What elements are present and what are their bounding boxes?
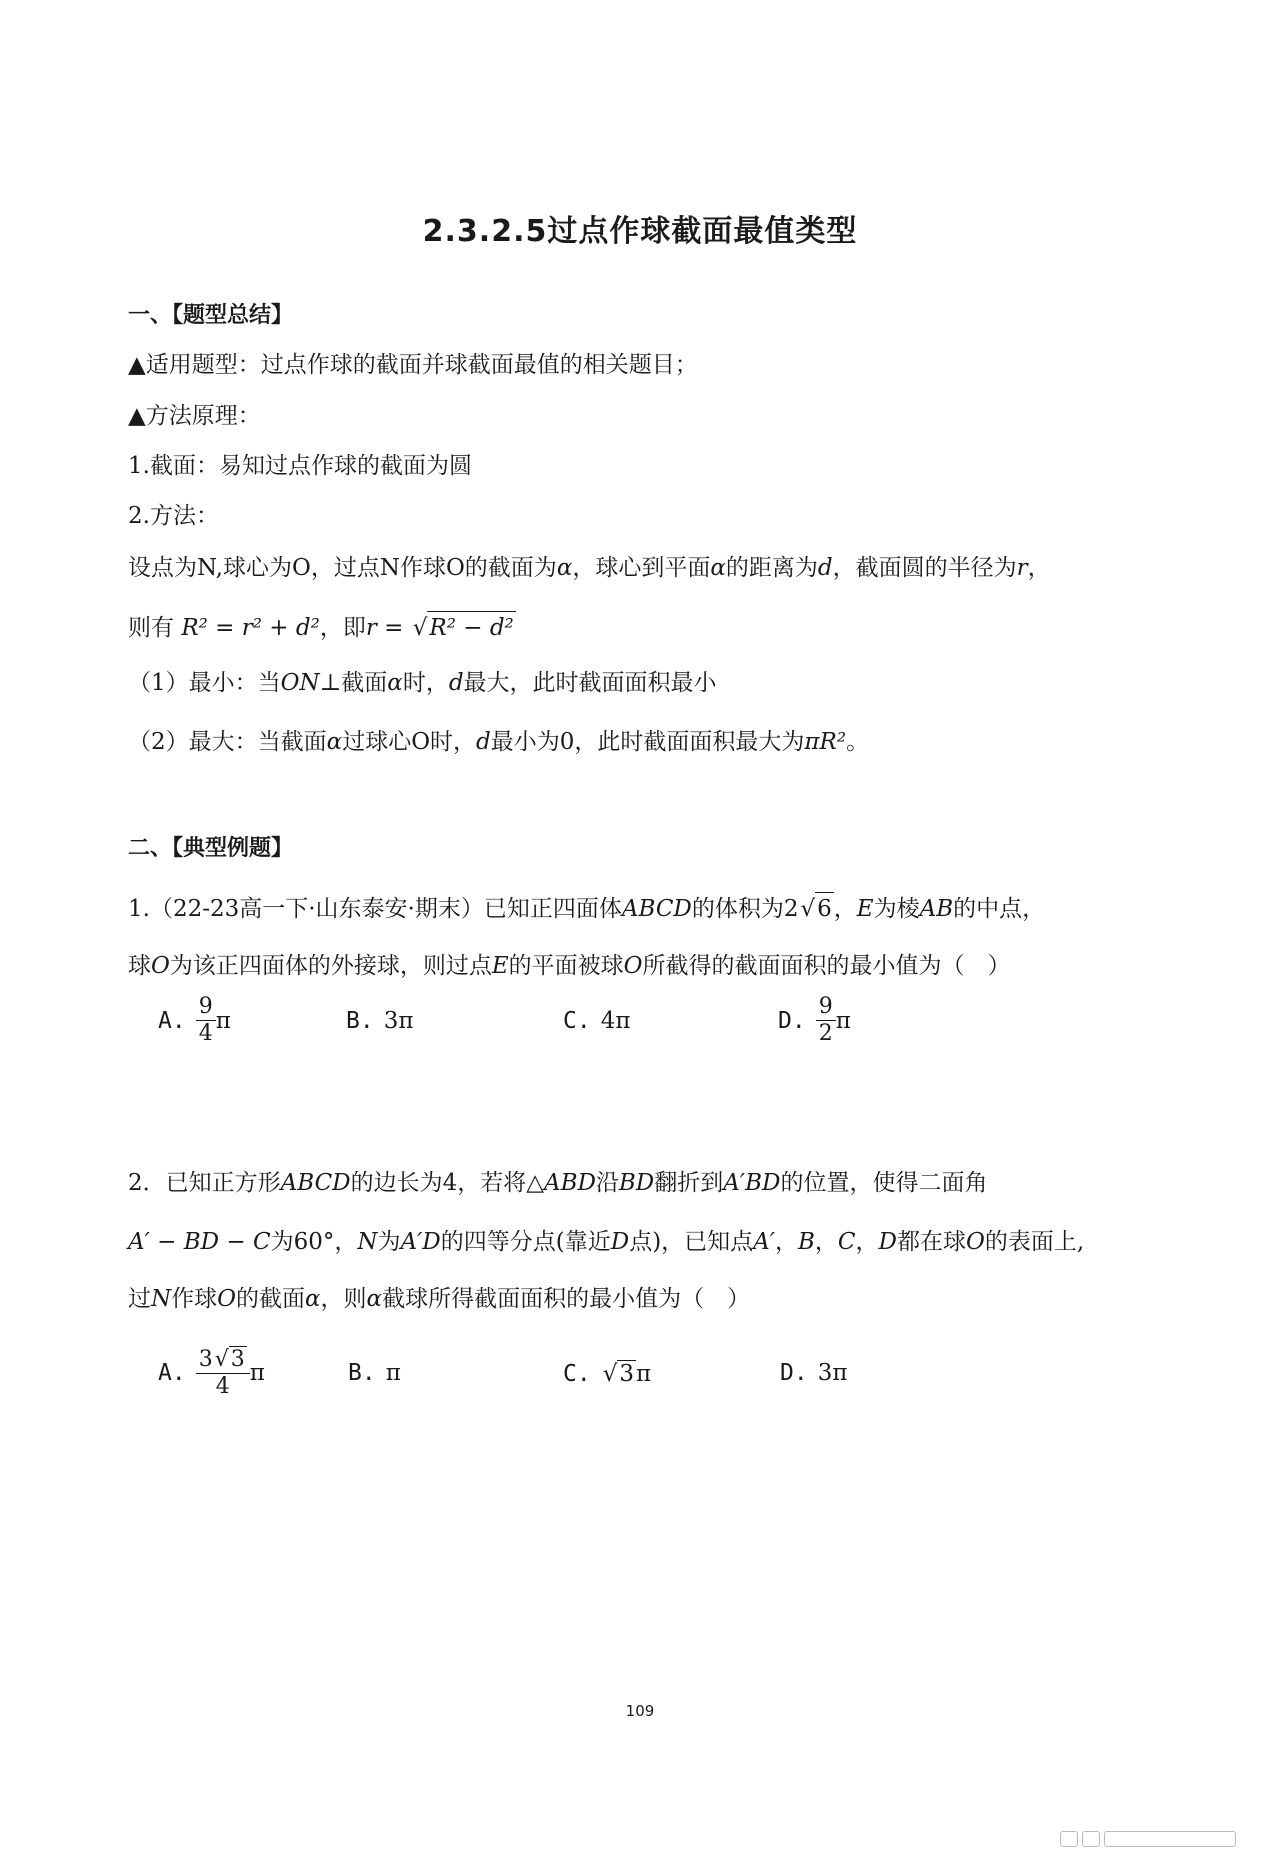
q1-text: 1.（22-23高一下·山东泰安·期末）已知正四面体 <box>128 896 622 922</box>
formula-R2: R² <box>181 615 208 641</box>
q2-text: ， <box>814 1229 838 1255</box>
choice-letter: C. <box>563 1008 591 1034</box>
numerator: 3√3 <box>196 1346 250 1374</box>
numerator-radicand: 3 <box>230 1347 245 1372</box>
alpha-symbol: α <box>326 729 343 755</box>
volume-coefficient: 2 <box>783 896 799 922</box>
sqrt-expression: √R² − d² <box>413 611 516 644</box>
item-cross-section: 1.截面：易知过点作球的截面为圆 <box>128 453 472 479</box>
choice-letter: B. <box>346 1008 374 1034</box>
pi-R2: πR² <box>804 729 847 755</box>
q2-text: ， <box>855 1229 879 1255</box>
point-E: E <box>491 953 509 979</box>
q1-text: 的中点， <box>953 896 1046 922</box>
radius-symbol: r <box>1016 555 1028 581</box>
q2-choice-a[interactable] <box>158 1346 265 1400</box>
sphere-O: O <box>217 1286 236 1312</box>
distance-symbol: d <box>476 729 491 755</box>
q2-text: 过 <box>128 1286 151 1312</box>
q2-text: 的表面上, <box>984 1229 1085 1255</box>
pi-symbol: π <box>215 1007 231 1034</box>
sphere-O: O <box>965 1229 985 1255</box>
segment-ApD: A′D <box>400 1229 441 1255</box>
fraction <box>196 994 216 1047</box>
alpha-symbol: α <box>366 1286 383 1312</box>
choice-letter: A. <box>158 1360 186 1386</box>
q1-choice-b[interactable] <box>346 1008 413 1034</box>
denominator: 4 <box>198 1021 213 1046</box>
min-text-b: 截面 <box>341 670 388 696</box>
alpha-symbol: α <box>710 555 726 581</box>
q2-line2 <box>128 1226 1084 1258</box>
setup-text-b: ，球心到平面 <box>572 555 711 581</box>
choice-letter: A. <box>158 1007 186 1034</box>
numerator-coefficient: 3 <box>198 1347 213 1372</box>
q2-choice-b[interactable] <box>348 1360 401 1386</box>
q2-choice-d[interactable] <box>780 1360 847 1386</box>
triangle-ABD: ABD <box>543 1170 596 1196</box>
q1-text: 所截得的截面面积的最小值为（ ） <box>642 953 1011 979</box>
setup-text-c: 的距离为 <box>725 555 818 581</box>
q1-text: 的平面被球 <box>508 953 624 979</box>
q2-text: ，则 <box>320 1286 367 1312</box>
choice-letter: D. <box>780 1360 808 1386</box>
q2-text: 2．已知正方形 <box>128 1170 281 1196</box>
q1-line2 <box>128 950 1011 982</box>
perp-symbol: ⊥ <box>319 670 342 696</box>
numerator: 9 <box>816 994 836 1021</box>
q2-text: 截球所得截面面积的最小值为（ ） <box>382 1286 751 1312</box>
choice-letter: B. <box>348 1360 376 1386</box>
item-method: 2.方法： <box>128 503 219 529</box>
point-N: N <box>357 1229 378 1255</box>
min-text-a: （1）最小：当 <box>128 670 281 696</box>
max-text-b: 过球心O时， <box>342 729 477 755</box>
q1-text: ， <box>833 896 857 922</box>
plus-sign: + <box>261 615 296 641</box>
q2-text: 的截面 <box>235 1286 305 1312</box>
q2-text: 为60°， <box>270 1229 358 1255</box>
radius-symbol: r <box>365 615 377 641</box>
formula-d2: d² <box>295 615 320 641</box>
choice-radicand: 3 <box>619 1361 634 1387</box>
point-Ap: A′ <box>753 1229 776 1255</box>
setup-line: 设点为N,球心为O，过点N作球O的截面为α，球心到平面α的距离为d，截面圆的半径为r， <box>128 555 1051 581</box>
formula-text-a: 则有 <box>128 615 174 641</box>
q1-text: 球 <box>128 953 151 979</box>
section2-heading: 二、【典型例题】 <box>128 836 294 861</box>
setup-text-d: ，截面圆的半径为 <box>832 555 1017 581</box>
q2-line3 <box>128 1283 750 1315</box>
q2-text: 的边长为4，若将△ <box>350 1170 544 1196</box>
alpha-symbol: α <box>556 555 573 581</box>
q2-text: 点)，已知点 <box>629 1229 754 1255</box>
denominator: 4 <box>215 1374 230 1399</box>
minimum-case <box>128 667 717 699</box>
q2-text: 的位置，使得二面角 <box>780 1170 988 1196</box>
q2-text: 都在球 <box>896 1229 966 1255</box>
q1-choice-c[interactable] <box>563 1008 630 1034</box>
point-N: N <box>151 1286 172 1312</box>
q1-text: 的体积为 <box>691 896 784 922</box>
pi-symbol: π <box>835 1007 851 1034</box>
q2-text: 沿 <box>595 1170 619 1196</box>
numerator: 9 <box>196 994 216 1021</box>
fraction <box>816 994 836 1047</box>
point-D: D <box>610 1229 630 1255</box>
square-ABCD: ABCD <box>280 1170 351 1196</box>
denominator: 2 <box>818 1021 833 1046</box>
alpha-symbol: α <box>387 670 403 696</box>
min-text-d: 最大，此时截面面积最小 <box>463 670 717 696</box>
max-text-c: 最小为0，此时截面面积最大为 <box>490 729 805 755</box>
q2-text: 作球 <box>171 1286 218 1312</box>
triangle-ApBD: A′BD <box>723 1170 781 1196</box>
q1-choice-a[interactable] <box>158 994 231 1047</box>
page-number: 109 <box>625 1702 655 1720</box>
pi-symbol: π <box>249 1360 265 1386</box>
point-D: D <box>878 1229 897 1255</box>
min-text-c: 时， <box>402 670 449 696</box>
q2-line1 <box>128 1167 987 1199</box>
tetra-ABCD: ABCD <box>621 896 692 922</box>
section1-heading: 一、【题型总结】 <box>128 303 294 328</box>
q2-text: 翻折到 <box>654 1170 724 1196</box>
pi-symbol: π <box>636 1360 652 1387</box>
method-principle-label: ▲方法原理： <box>128 403 261 429</box>
equals-sign: = <box>207 615 242 641</box>
segment-BD: BD <box>618 1170 655 1196</box>
distance-symbol: d <box>448 670 464 696</box>
volume-sqrt: √6 <box>801 892 834 925</box>
choice-letter: D. <box>778 1007 806 1034</box>
choice-value: π <box>385 1360 401 1386</box>
max-text-a: （2）最大：当截面 <box>128 729 327 755</box>
q2-text: 的四等分点(靠近 <box>440 1229 611 1255</box>
choice-sqrt: √3 <box>602 1361 634 1387</box>
max-text-d: 。 <box>846 729 870 755</box>
q1-line1 <box>128 892 1045 925</box>
point-B: B <box>798 1229 815 1255</box>
dihedral-angle: A′ − BD − C <box>128 1229 271 1255</box>
alpha-symbol: α <box>304 1286 321 1312</box>
page-title: 2.3.2.5过点作球截面最值类型 <box>422 214 858 249</box>
q2-text: 为 <box>377 1229 401 1255</box>
choice-value: 3π <box>383 1008 414 1034</box>
q2-choice-c[interactable] <box>563 1360 651 1387</box>
setup-text-a: 设点为N,球心为O，过点N作球O的截面为 <box>128 555 557 581</box>
sphere-O: O <box>151 953 170 979</box>
choice-letter: C. <box>563 1360 591 1387</box>
sqrt-argument: R² − d² <box>427 611 515 644</box>
fraction <box>196 1346 250 1400</box>
q1-text: 为棱 <box>873 896 920 922</box>
equals-sign: = <box>376 615 411 641</box>
segment-ON: ON <box>280 670 320 696</box>
q2-text: ， <box>775 1229 799 1255</box>
applicable-types: ▲适用题型：过点作球的截面并球截面最值的相关题目； <box>128 352 698 378</box>
formula-text-b: ，即 <box>319 615 366 641</box>
formula-line <box>128 611 516 644</box>
watermark-icon <box>1060 1830 1250 1848</box>
volume-radicand: 6 <box>815 892 834 925</box>
distance-symbol: d <box>817 555 833 581</box>
edge-AB: AB <box>919 896 954 922</box>
sphere-O: O <box>623 953 643 979</box>
q1-text: 为该正四面体的外接球，则过点 <box>169 953 492 979</box>
point-C: C <box>837 1229 856 1255</box>
formula-r2: r² <box>241 615 262 641</box>
q1-choice-d[interactable] <box>778 994 851 1047</box>
point-E: E <box>856 896 874 922</box>
choice-value: 3π <box>817 1360 848 1386</box>
maximum-case <box>128 726 869 758</box>
choice-value: 4π <box>600 1008 631 1034</box>
